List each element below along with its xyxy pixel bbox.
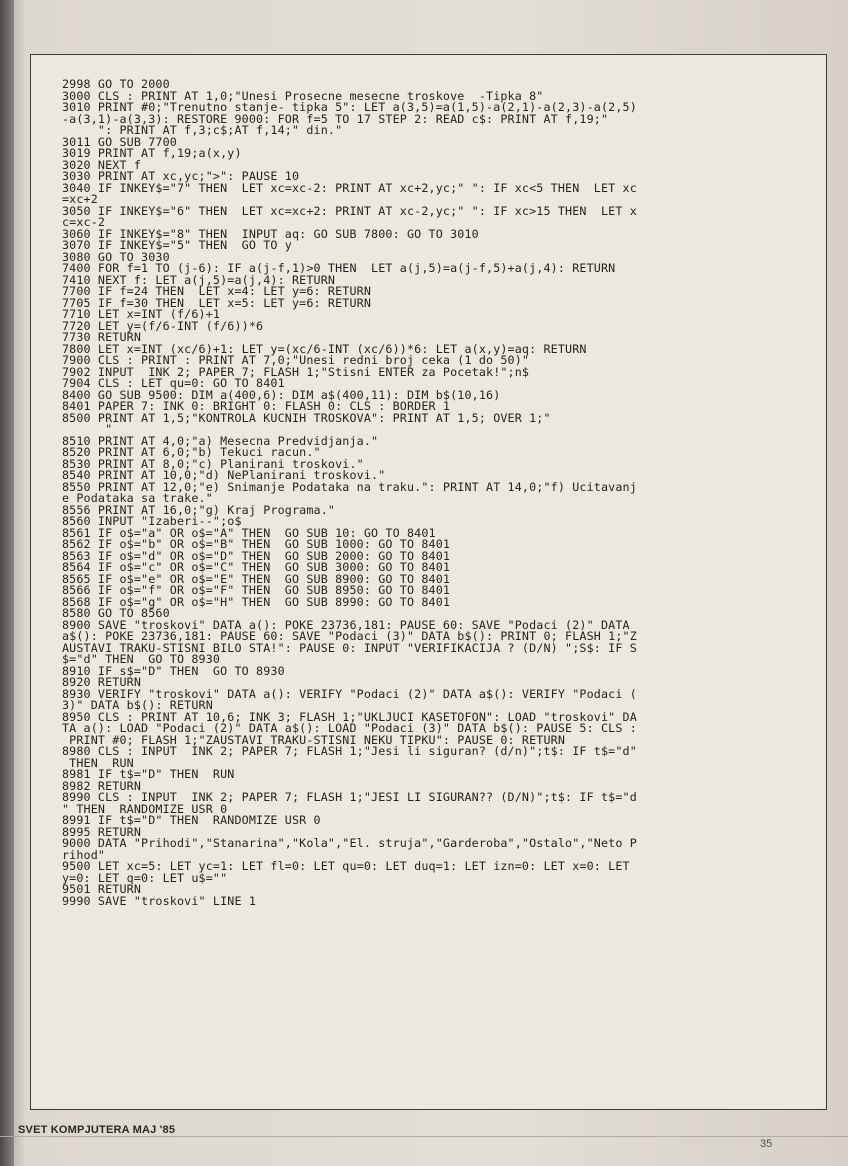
code-line: 8981 IF t$="D" THEN RUN: [62, 767, 235, 781]
code-line: ": [62, 422, 113, 436]
code-line: 7400 FOR f=1 TO (j-6): IF a(j-f,1)>0 THEN LET a(j,5)=a(j-f,5)+a(j,4): RETURN: [62, 261, 616, 275]
code-line: 7720 LET y=(f/6-INT (f/6))*6: [62, 318, 264, 333]
code-line: AUSTAVI TRAKU-STISNI BILO STA!": PAUSE 0: INPUT "VERIFIKACIJA ? (D/N) ";S$: IF S: [62, 640, 637, 655]
code-line: 8982 RETURN: [62, 778, 142, 793]
code-line: 8401 PAPER 7: INK 0: BRIGHT 0: FLASH 0: CLS : BORDER 1: [62, 399, 451, 413]
code-line: 8500 PRINT AT 1,5;"KONTROLA KUCNIH TROSKOVA": PRINT AT 1,5; OVER 1;": [62, 410, 551, 425]
code-line: 3011 GO SUB 7700: [62, 134, 177, 149]
code-line: TA a(): LOAD "Podaci (2)" DATA a$(): LOAD "Podaci (3)" DATA b$(): PAUSE 5: CLS :: [62, 721, 637, 735]
code-line: 8991 IF t$="D" THEN RANDOMIZE USR 0: [62, 813, 321, 827]
code-line: a$(): POKE 23736,181: PAUSE 60: SAVE "Podaci (3)" DATA b$(): PRINT 0; FLASH 1;"Z: [62, 629, 637, 643]
page-number: 35: [760, 1138, 773, 1150]
code-line: 8900 SAVE "troskovi" DATA a(): POKE 23736,181: PAUSE 60: SAVE "Podaci (2)" DATA: [62, 617, 630, 632]
code-line: 3040 IF INKEY$="7" THEN LET xc=xc-2: PRINT AT xc+2,yc;" ": IF xc<5 THEN LET xc: [62, 180, 637, 195]
code-line: 7700 IF f=24 THEN LET x=4: LET y=6: RETURN: [62, 284, 372, 298]
code-line: 8568 IF o$="g" OR o$="H" THEN GO SUB 8990: GO TO 8401: [62, 594, 451, 609]
code-line: 3)" DATA b$(): RETURN: [62, 698, 213, 712]
code-line: 7904 CLS : LET qu=0: GO TO 8401: [62, 376, 285, 390]
code-line: 9501 RETURN: [62, 882, 142, 896]
code-line: 8530 PRINT AT 8,0;"c) Planirani troskovi.": [62, 456, 364, 471]
code-line: 8560 INPUT "Izaberi--";o$: [62, 514, 242, 528]
code-line: 8910 IF s$="D" THEN GO TO 8930: [62, 663, 285, 678]
code-line: 8400 GO SUB 9500: DIM a(400,6): DIM a$(400,11): DIM b$(10,16): [62, 387, 501, 402]
binding-shadow: [0, 0, 14, 1166]
code-line: $="d" THEN GO TO 8930: [62, 652, 221, 666]
code-line: 8540 PRINT AT 10,0;"d) NePlanirani troskovi.": [62, 468, 386, 482]
code-line: 3060 IF INKEY$="8" THEN INPUT aq: GO SUB 7800: GO TO 3010: [62, 226, 479, 241]
code-line: 3020 NEXT f: [62, 157, 142, 172]
code-line: 8556 PRINT AT 16,0;"g) Kraj Programa.": [62, 502, 336, 517]
code-line: 3010 PRINT #0;"Trenutno stanje- tipka 5": LET a(3,5)=a(1,5)-a(2,1)-a(2,3)-a(2,5): [62, 100, 637, 114]
code-line: 3050 IF INKEY$="6" THEN LET xc=xc+2: PRINT AT xc-2,yc;" ": IF xc>15 THEN LET x: [62, 203, 637, 218]
code-line: 8520 PRINT AT 6,0;"b) Tekuci racun.": [62, 445, 321, 459]
code-line: =xc+2: [62, 192, 98, 206]
code-line: 8561 IF o$="a" OR o$="A" THEN GO SUB 10: GO TO 8401: [62, 525, 436, 540]
code-line: 8990 CLS : INPUT INK 2; PAPER 7; FLASH 1;"JESI LI SIGURAN?? (D/N)";t$: IF t$="d: [62, 790, 637, 804]
code-line: 8920 RETURN: [62, 675, 142, 689]
code-line: 8565 IF o$="e" OR o$="E" THEN GO SUB 8900: GO TO 8401: [62, 571, 451, 586]
code-line: rihod": [62, 847, 106, 862]
code-line: 8995 RETURN: [62, 824, 142, 839]
code-line: 3080 GO TO 3030: [62, 249, 170, 264]
code-line: 9500 LET xc=5: LET yc=1: LET fl=0: LET qu=0: LET duq=1: LET izn=0: LET x=0: LET: [62, 859, 630, 873]
code-line: 3030 PRINT AT xc,yc;">": PAUSE 10: [62, 169, 300, 183]
code-line: 8564 IF o$="c" OR o$="C" THEN GO SUB 3000: GO TO 8401: [62, 560, 451, 574]
code-line: -a(3,1)-a(3,3): RESTORE 9000: FOR f=5 TO 17 STEP 2: READ c$: PRINT AT f,19;": [62, 111, 609, 126]
code-line: 8580 GO TO 8560: [62, 606, 170, 620]
code-line: THEN RUN: [62, 755, 134, 770]
code-line: 3070 IF INKEY$="5" THEN GO TO y: [62, 238, 292, 252]
code-line: 8566 IF o$="f" OR o$="F" THEN GO SUB 8950: GO TO 8401: [62, 583, 451, 597]
code-line: 8563 IF o$="d" OR o$="D" THEN GO SUB 2000: GO TO 8401: [62, 548, 451, 563]
code-line: 8950 CLS : PRINT AT 10,6; INK 3; FLASH 1;"UKLJUCI KASETOFON": LOAD "troskovi" DA: [62, 709, 637, 724]
code-line: 9000 DATA "Prihodi","Stanarina","Kola","El. struja","Garderoba","Ostalo","Neto P: [62, 836, 637, 850]
code-line: c=xc-2: [62, 215, 106, 229]
code-line: ": PRINT AT f,3;c$;AT f,14;" din.": [62, 123, 343, 137]
code-line: 7710 LET x=INT (f/6)+1: [62, 307, 221, 321]
code-line: 7800 LET x=INT (xc/6)+1: LET y=(xc/6-INT (xc/6))*6: LET a(x,y)=aq: RETURN: [62, 341, 587, 356]
code-line: 7730 RETURN: [62, 330, 142, 344]
code-line: 8562 IF o$="b" OR o$="B" THEN GO SUB 1000: GO TO 8401: [62, 537, 451, 551]
code-line: " THEN RANDOMIZE USR 0: [62, 801, 228, 816]
code-line: 7900 CLS : PRINT : PRINT AT 7,0;"Unesi redni broj ceka (1 do 50)": [62, 353, 530, 367]
code-line: 3000 CLS : PRINT AT 1,0;"Unesi Prosecne mesecne troskove -Tipka 8": [62, 88, 544, 103]
code-line: 8510 PRINT AT 4,0;"a) Mesecna Predvidjanja.": [62, 433, 379, 448]
code-line: 2998 GO TO 2000: [62, 77, 170, 91]
code-line: 7902 INPUT INK 2; PAPER 7; FLASH 1;"Stisni ENTER za Pocetak!";n$: [62, 364, 530, 379]
code-line: y=0: LET q=0: LET u$="": [62, 870, 228, 885]
code-line: 7705 IF f=30 THEN LET x=5: LET y=6: RETURN: [62, 295, 372, 310]
code-line: 7410 NEXT f: LET a(j,5)=a(j,4): RETURN: [62, 272, 336, 287]
code-line: 3019 PRINT AT f,19;a(x,y): [62, 146, 242, 160]
code-line: PRINT #0; FLASH 1;"ZAUSTAVI TRAKU-STISNI NEKU TIPKU": PAUSE 0: RETURN: [62, 732, 566, 747]
code-line: e Podataka sa trake.": [62, 491, 213, 505]
code-line: 8930 VERIFY "troskovi" DATA a(): VERIFY "Podaci (2)" DATA a$(): VERIFY "Podaci (: [62, 686, 637, 701]
magazine-name: SVET KOMPJUTERA MAJ '85: [18, 1124, 176, 1136]
code-line: 8550 PRINT AT 12,0;"e) Snimanje Podataka na traku.": PRINT AT 14,0;"f) Ucitavanj: [62, 479, 637, 494]
code-line: 9990 SAVE "troskovi" LINE 1: [62, 893, 257, 908]
code-line: 8980 CLS : INPUT INK 2; PAPER 7; FLASH 1;"Jesi li siguran? (d/n)";t$: IF t$="d": [62, 744, 637, 758]
footer-divider: [0, 1136, 848, 1137]
basic-program-listing: [62, 79, 762, 907]
